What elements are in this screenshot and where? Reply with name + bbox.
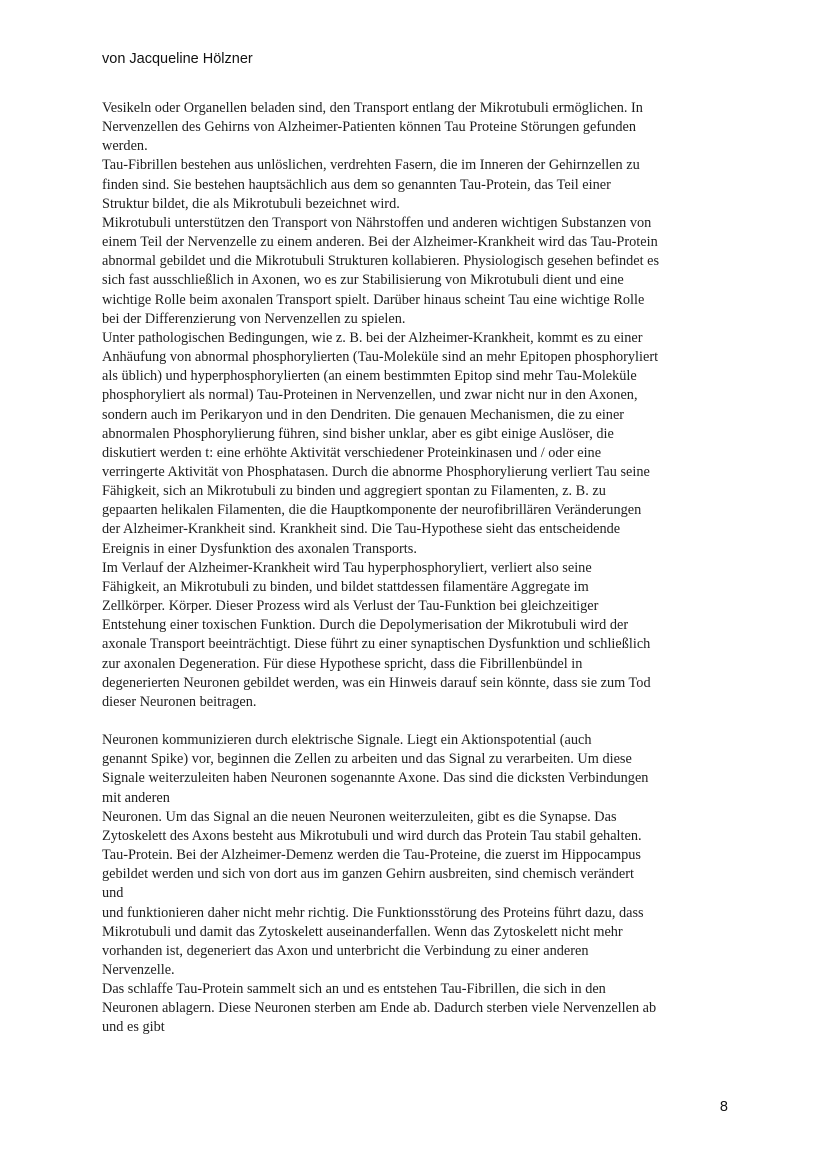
text-line: phosphoryliert als normal) Tau-Proteinen in Nervenzellen, und zwar nicht nur in den Axonen, <box>102 387 638 404</box>
text-line: Mikrotubuli und damit das Zytoskelett auseinanderfallen. Wenn das Zytoskelett nicht mehr <box>102 923 623 940</box>
text-line: vorhanden ist, degeneriert das Axon und unterbricht die Verbindung zu einer anderen <box>102 942 589 959</box>
text-line: Entstehung einer toxischen Funktion. Durch die Depolymerisation der Mikrotubuli wird der <box>102 617 629 634</box>
text-line: diskutiert werden t: eine erhöhte Aktivität verschiedener Proteinkinasen und / oder eine <box>102 444 602 461</box>
body-text <box>102 99 742 1038</box>
text-line: Nervenzellen des Gehirns von Alzheimer-Patienten können Tau Proteine Störungen gefunden <box>102 119 637 136</box>
text-line: Neuronen kommunizieren durch elektrische Signale. Liegt ein Aktionspotential (auch <box>102 732 592 749</box>
text-line: Zellkörper. Körper. Dieser Prozess wird als Verlust der Tau-Funktion bei gleichzeitiger <box>102 598 599 615</box>
text-line: axonale Transport beeinträchtigt. Diese führt zu einer synaptischen Dysfunktion und schließlich <box>102 636 651 653</box>
text-line: Tau-Protein. Bei der Alzheimer-Demenz werden die Tau-Proteine, die zuerst im Hippocampus <box>102 847 641 864</box>
paragraph-break <box>102 712 742 731</box>
text-line: Neuronen. Um das Signal an die neuen Neuronen weiterzuleiten, gibt es die Synapse. Das <box>102 808 617 825</box>
text-line: abnormal gebildet und die Mikrotubuli Strukturen kollabieren. Physiologisch gesehen befindet es <box>102 253 660 270</box>
text-line: gebildet werden und sich von dort aus im ganzen Gehirn ausbreiten, sind chemisch verändert <box>102 866 635 883</box>
text-line: Zytoskelett des Axons besteht aus Mikrotubuli und wird durch das Protein Tau stabil gehalten. <box>102 827 642 844</box>
text-line: werden. <box>102 138 148 155</box>
text-line: Struktur bildet, die als Mikrotubuli bezeichnet wird. <box>102 195 400 212</box>
text-line: Fähigkeit, sich an Mikrotubuli zu binden und aggregiert spontan zu Filamenten, z. B. zu <box>102 483 606 500</box>
text-line: Mikrotubuli unterstützen den Transport von Nährstoffen und anderen wichtigen Substanzen von <box>102 214 652 231</box>
text-line: wichtige Rolle beim axonalen Transport spielt. Darüber hinaus scheint Tau eine wichtige Rolle <box>102 291 645 308</box>
text-line: finden sind. Sie bestehen hauptsächlich aus dem so genannten Tau-Protein, das Teil einer <box>102 176 611 193</box>
text-line: einem Teil der Nervenzelle zu einem anderen. Bei der Alzheimer-Krankheit wird das Tau-Protein <box>102 234 658 251</box>
text-line: verringerte Aktivität von Phosphatasen. Durch die abnorme Phosphorylierung verliert Tau seine <box>102 463 650 480</box>
text-line: gepaarten helikalen Filamenten, die die Hauptkomponente der neurofibrillären Veränderungen <box>102 502 642 519</box>
text-line: Signale weiterzuleiten haben Neuronen sogenannte Axone. Das sind die dicksten Verbindungen <box>102 770 649 787</box>
text-line: Tau-Fibrillen bestehen aus unlöslichen, verdrehten Fasern, die im Inneren der Gehirnzellen zu <box>102 157 640 174</box>
text-line: Im Verlauf der Alzheimer-Krankheit wird Tau hyperphosphoryliert, verliert also seine <box>102 559 592 576</box>
text-line: genannt Spike) vor, beginnen die Zellen zu arbeiten und das Signal zu verarbeiten. Um diese <box>102 751 632 768</box>
text-line: als üblich) und hyperphosphorylierten (an einem bestimmten Epitop sind mehr Tau-Moleküle <box>102 368 637 385</box>
text-line: der Alzheimer-Krankheit sind. Krankheit sind. Die Tau-Hypothese sieht das entscheidende <box>102 521 621 538</box>
text-line: Unter pathologischen Bedingungen, wie z. B. bei der Alzheimer-Krankheit, kommt es zu einer <box>102 329 643 346</box>
page-number: 8 <box>719 1099 728 1115</box>
text-line: sondern auch im Perikaryon und in den Dendriten. Die genauen Mechanismen, die zu einer <box>102 406 625 423</box>
text-line: und <box>102 885 124 902</box>
text-line: und es gibt <box>102 1019 165 1036</box>
text-line: dieser Neuronen beitragen. <box>102 693 257 710</box>
running-header-author: von Jacqueline Hölzner <box>102 51 253 67</box>
text-line: mit anderen <box>102 789 170 806</box>
text-line: Anhäufung von abnormal phosphorylierten (Tau-Moleküle sind an mehr Epitopen phosphoryliert <box>102 349 659 366</box>
text-line: und funktionieren daher nicht mehr richtig. Die Funktionsstörung des Proteins führt dazu, dass <box>102 904 644 921</box>
text-line: degenerierten Neuronen gebildet werden, was ein Hinweis darauf sein könnte, dass sie zum Tod <box>102 674 651 691</box>
text-line: Nervenzelle. <box>102 962 175 979</box>
text-line: abnormalen Phosphorylierung führen, sind bisher unklar, aber es gibt einige Auslöser, die <box>102 425 614 442</box>
text-line: Das schlaffe Tau-Protein sammelt sich an und es entstehen Tau-Fibrillen, die sich in den <box>102 981 606 998</box>
text-line: Neuronen ablagern. Diese Neuronen sterben am Ende ab. Dadurch sterben viele Nervenzellen ab <box>102 1000 657 1017</box>
text-line: sich fast ausschließlich in Axonen, wo es zur Stabilisierung von Mikrotubuli dient und eine <box>102 272 624 289</box>
text-line: bei der Differenzierung von Nervenzellen zu spielen. <box>102 310 406 327</box>
text-line: zur axonalen Degeneration. Für diese Hypothese spricht, dass die Fibrillenbündel in <box>102 655 583 672</box>
text-line: Ereignis in einer Dysfunktion des axonalen Transports. <box>102 540 417 557</box>
text-line: Vesikeln oder Organellen beladen sind, den Transport entlang der Mikrotubuli ermöglichen. In <box>102 100 643 116</box>
text-line: Fähigkeit, an Mikrotubuli zu binden, und bildet stattdessen filamentäre Aggregate im <box>102 578 589 595</box>
